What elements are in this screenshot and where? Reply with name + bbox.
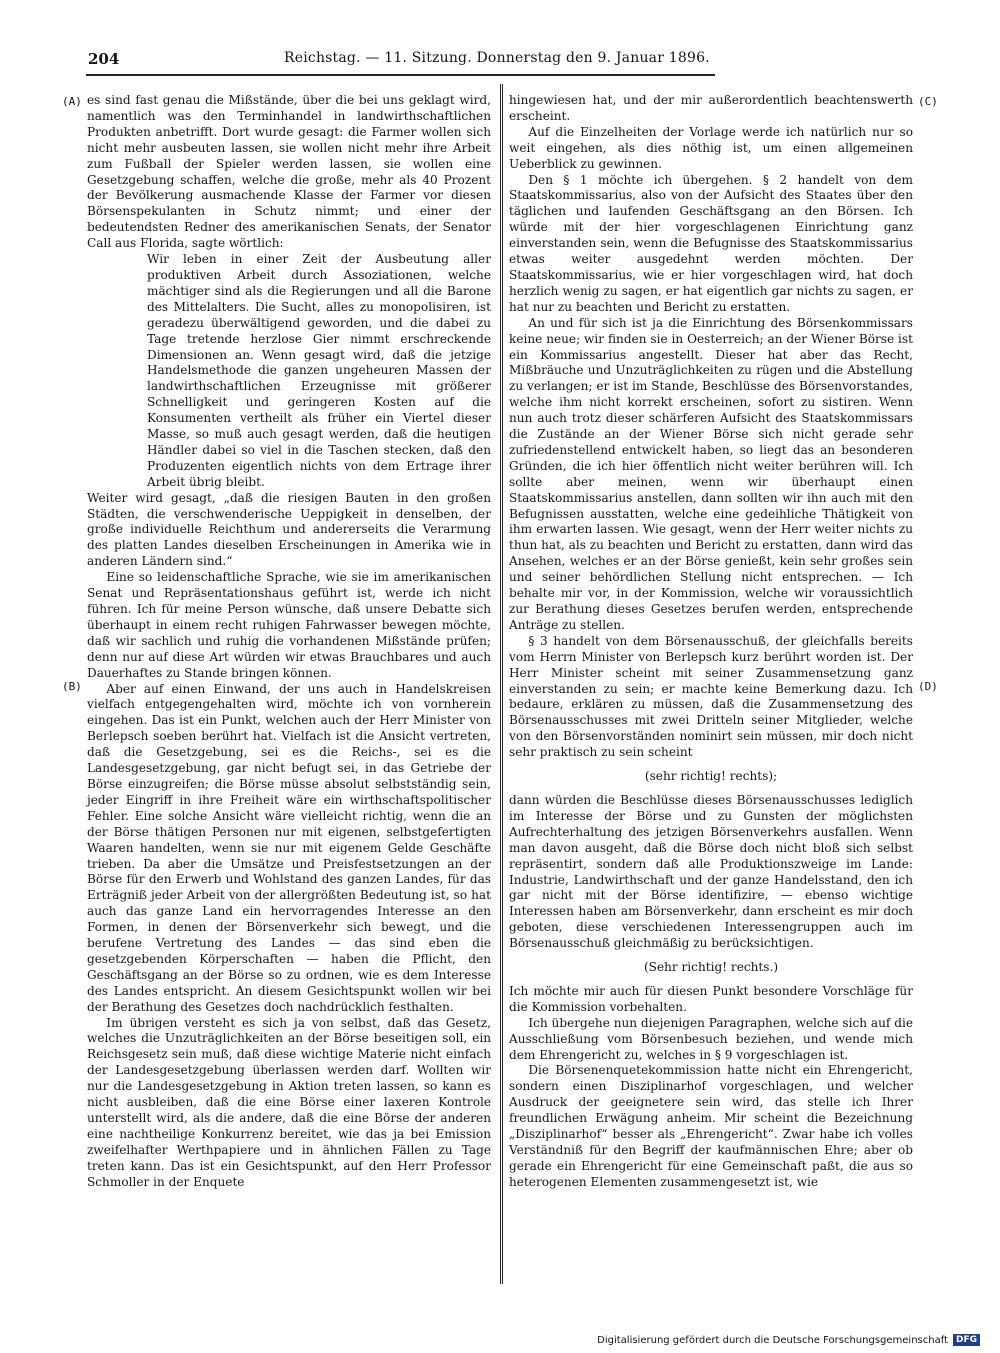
paragraph: Eine so leidenschaftliche Sprache, wie sie im amerikanischen Senat und Repräsentationshaus geführt ist, werde ich nicht führen. Ich für meine Person wünsche, daß unsere Debatte sich überhaupt in einem recht ruhigen Fahrwasser bewegen möchte, daß wir sachlich und ruhig die vorhandenen Mißstände prüfen; denn nur auf diese Art würden wir etwas Brauchbares und auch Dauerhaftes zu Stande bringen können. bbox=[87, 570, 491, 680]
paragraph: Aber auf einen Einwand, der uns auch in Handelskreisen vielfach entgegengehalten wird, möchte ich von vornherein eingehen. Das ist ein Punkt, welchen auch der Herr Minister von Berlepsch soeben berührt hat. Vielfach ist die Ansicht vertreten, daß die Gesetzgebung, sei es die Reichs-, sei es die Landesgesetzgebung, gar nicht befugt sei, in das Getriebe der Börse einzugreifen; die Börse müsse absolut selbstständig sein, jeder Eingriff in ihre Freiheit wäre ein wirthschaftspolitischer Fehler. Eine solche Ansicht wäre vielleicht richtig, wenn die an der Börse thätigen Personen nur mit eigenen, selbstgefertigten Waaren handelten, wenn sie nur mit eigenem Gelde Geschäfte trieben. Da aber die Umsätze und Preisfestsetzungen an der Börse für den Erwerb und Wohlstand des ganzen Landes, für das Erträgniß jeder Arbeit von der allergrößten Bedeutung ist, so hat auch das ganze Land ein hervorragendes Interesse an den Formen, in denen der Börsenverkehr sich bewegt, und die berufene Vertretung des Landes — das sind eben die gesetzgebenden Körperschaften — haben die Pflicht, den Geschäftsgang an der Börse so zu ordnen, wie es dem Interesse des Landes entspricht. An diesem Gesichtspunkt wollen wir bei der Berathung des Gesetzes doch nachdrücklich festhalten. bbox=[87, 681, 491, 1014]
paragraph: es sind fast genau die Mißstände, über die bei uns geklagt wird, namentlich was den Terminhandel in landwirthschaftlichen Produkten anbetrifft. Dort wurde gesagt: die Farmer wollen sich nicht mehr ausbeuten lassen, sie wollen nicht mehr ihre Arbeit zum Fußball der Spieler werden lassen, sie wollen eine Gesetzgebung schaffen, welche die große, mehr als 40 Prozent der Bevölkerung ausmachende Klasse der Farmer vor diesen Börsenspekulanten in Schutz nimmt; und einer der bedeutendsten Redner des amerikanischen Senats, der Senator Call aus Florida, sagte wörtlich: bbox=[87, 93, 491, 251]
paragraph: Auf die Einzelheiten der Vorlage werde ich natürlich nur so weit eingehen, als dies nöthig ist, um einen allgemeinen Ueberblick zu gewinnen. bbox=[509, 124, 913, 171]
paragraph: hingewiesen hat, und der mir außerordentlich beachtenswerth erscheint. bbox=[509, 93, 913, 123]
interjection: (sehr richtig! rechts); bbox=[644, 769, 778, 784]
interjection: (Sehr richtig! rechts.) bbox=[643, 960, 779, 975]
page-number: 204 bbox=[88, 50, 120, 68]
column-divider bbox=[500, 84, 503, 1284]
left-column bbox=[87, 93, 491, 1191]
dfg-logo: DFG bbox=[953, 1334, 980, 1346]
footer-credit: Digitalisierung gefördert durch die Deutsche Forschungsgemeinschaft bbox=[597, 1334, 948, 1346]
right-column bbox=[509, 93, 913, 1191]
paragraph: Ich möchte mir auch für diesen Punkt besondere Vorschläge für die Kommission vorbehalten. bbox=[509, 983, 913, 1014]
margin-marker-b: (B) bbox=[62, 680, 82, 693]
margin-marker-c: (C) bbox=[918, 95, 938, 108]
paragraph: dann würden die Beschlüsse dieses Börsenausschusses lediglich im Interesse der Börse und zu Gunsten der möglichsten Aufrechterhaltung des jetzigen Börsenverkehrs ausfallen. Wenn man davon ausgeht, daß die Börse doch nicht bloß sich selbst repräsentirt, sondern daß alle Produktionszweige im Lande: Industrie, Landwirthschaft und der ganze Handelsstand, den ich gar nicht mit der Börse identifizire, — ebenso wichtige Interessen haben am Börsenverkehr, dann erscheint es mir doch geboten, diese verschiedenen Interessengruppen auch im Börsenausschuß gleichmäßig zu berücksichtigen. bbox=[509, 792, 913, 951]
paragraph: An und für sich ist ja die Einrichtung des Börsenkommissars keine neue; wir finden sie in Oesterreich; an der Wiener Börse ist ein Kommissarius angestellt. Dieser hat aber das Recht, Mißbräuche und Unzuträglichkeiten zu rügen und die Abstellung zu verlangen; er ist im Stande, Beschlüsse des Börsenvorstandes, welche ihm nicht korrekt erscheinen, sofort zu sistiren. Wenn nun auch trotz dieser schärferen Aufsicht des Staatskommissars die Zustände an der Wiener Börse sich nicht gerade sehr zufriedenstellend entwickelt haben, so liegt das an besonderen Gründen, die ich hier öffentlich nicht weiter berühren will. Ich sollte aber meinen, wenn wir überhaupt einen Staatskommissarius anstellen, dann sollten wir ihn auch mit den Befugnissen ausstatten, welche eine gedeihliche Thätigkeit von ihm erwarten lassen. Wie gesagt, wenn der Herr weiter nichts zu thun hat, als zu beachten und Bericht zu erstatten, dann wird das Ansehen, welches er an der Börse genießt, kein sehr großes sein und seiner behördlichen Stellung nicht entsprechen. — Ich behalte mir vor, in der Kommission, welche wir voraussichtlich zur Berathung dieses Gesetzes berufen werden, entsprechende Anträge zu stellen. bbox=[509, 315, 913, 632]
paragraph: Ich übergehe nun diejenigen Paragraphen, welche sich auf die Ausschließung vom Börsenbesuch beziehen, und wende mich dem Ehrengericht zu, welches in § 9 vorgeschlagen ist. bbox=[509, 1015, 913, 1062]
paragraph: Die Börsenenquetekommission hatte nicht ein Ehrengericht, sondern einen Disziplinarhof vorgeschlagen, und welcher Ausdruck der geeignetere sein wird, das stelle ich Ihrer freundlichen Erwägung anheim. Mir scheint die Bezeichnung „Disziplinarhof“ besser als „Ehrengericht“. Zwar habe ich volles Verständniß für den Begriff der kaufmännischen Ehre; aber ob gerade ein Ehrengericht für eine Gemeinschaft paßt, die aus so heterogenen Elementen zusammengesetzt ist, wie bbox=[509, 1063, 913, 1189]
paragraph: Den § 1 möchte ich übergehen. § 2 handelt von dem Staatskommissarius, also von der Aufsicht des Staates über den täglichen und laufenden Geschäftsgang an den Börsen. Ich würde mit der hier vorgeschlagenen Einrichtung ganz einverstanden sein, wenn die Befugnisse des Staatskommissarius etwas weiter ausgedehnt werden möchten. Der Staatskommissarius, wie er hier vorgeschlagen wird, hat doch herzlich wenig zu sagen, er hat eigentlich gar nichts zu sagen, er hat nur zu beachten und Bericht zu erstatten. bbox=[509, 172, 913, 314]
block-quote: Wir leben in einer Zeit der Ausbeutung aller produktiven Arbeit durch Assoziationen, welche mächtiger sind als die Regierungen und all die Barone des Mittelalters. Die Sucht, alles zu monopolisiren, ist geradezu überwältigend geworden, und die dabei zu Tage tretende herzlose Gier nimmt erschreckende Dimensionen an. Wenn gesagt wird, daß die jetzige Handelsmethode die ganzen ungeheuren Massen der landwirthschaftlichen Erzeugnisse mit größerer Schnelligkeit und geringeren Kosten auf die Konsumenten vertheilt als früher ein Viertel dieser Masse, so muß auch gesagt werden, daß die heutigen Händler dabei so viel in die Taschen stecken, daß den Produzenten eigentlich nichts von dem Ertrage ihrer Arbeit übrig bleibt. bbox=[147, 252, 491, 489]
margin-marker-a: (A) bbox=[62, 95, 82, 108]
margin-marker-d: (D) bbox=[918, 680, 938, 693]
running-title: Reichstag. — 11. Sitzung. Donnerstag den 9. Januar 1896. bbox=[284, 50, 710, 66]
header-rule bbox=[86, 74, 715, 76]
page-header bbox=[88, 50, 712, 72]
paragraph: Weiter wird gesagt, „daß die riesigen Bauten in den großen Städten, die verschwenderische Ueppigkeit in denselben, der große individuelle Reichthum und andererseits die Verarmung des platten Landes dieselben Erscheinungen in Amerika wie in anderen Ländern sind.“ bbox=[87, 490, 491, 569]
paragraph: Im übrigen versteht es sich ja von selbst, daß das Gesetz, welches die Unzuträglichkeiten an der Börse beseitigen soll, ein Reichsgesetz sein muß, daß diese wichtige Materie nicht einfach der Landesgesetzgebung überlassen werden darf. Wollten wir nur die Landesgesetzgebung in Aktion treten lassen, so kann es nicht ausbleiben, daß die eine Börse einer laxeren Kontrole unterstellt wird, als die andere, daß die eine Börse der anderen eine nachtheilige Konkurrenz bereitet, wie das ja bei Emission zweifelhafter Werthpapiere und in ähnlichen Fällen zu Tage treten kann. Das ist ein Gesichtspunkt, auf den Herr Professor Schmoller in der Enquete bbox=[87, 1015, 491, 1189]
paragraph: § 3 handelt von dem Börsenausschuß, der gleichfalls bereits vom Herrn Minister von Berlepsch kurz berührt worden ist. Der Herr Minister scheint mit seiner Zusammensetzung ganz einverstanden zu sein; er machte keine Bemerkung dazu. Ich bedaure, erklären zu müssen, daß die Zusammensetzung des Börsenausschusses mit zwei Dritteln seiner Mitglieder, welche von den Börsenvorständen nominirt sein müssen, mir doch nicht sehr praktisch zu sein scheint bbox=[509, 633, 913, 760]
footer bbox=[597, 1334, 980, 1346]
